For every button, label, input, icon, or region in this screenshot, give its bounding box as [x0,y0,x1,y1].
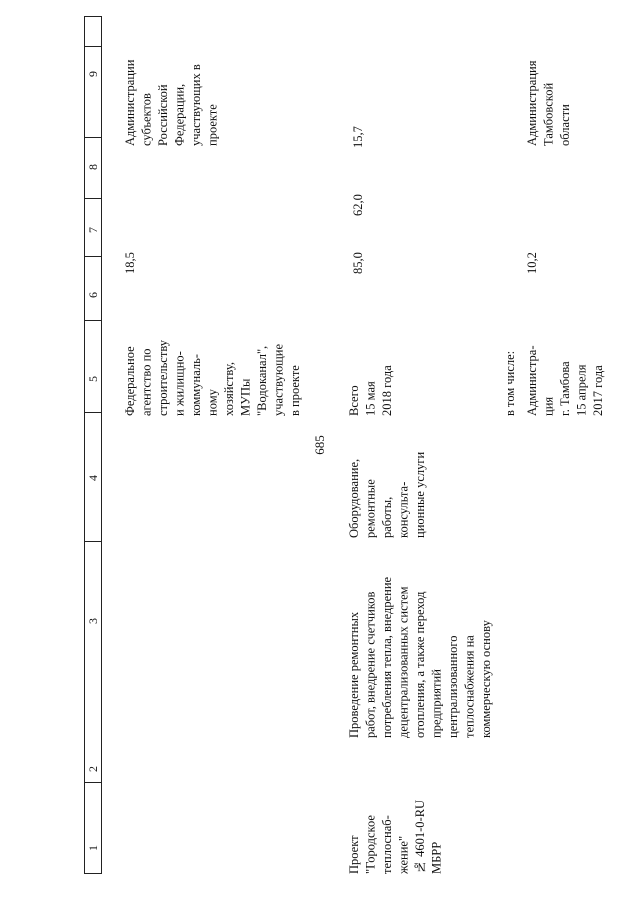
col7-total-value: 62,0 [351,194,365,216]
col8-total-value: 15,7 [351,126,365,148]
column-number-7: 7 [86,227,100,233]
participants-local: Администрация Тамбовской области [525,60,572,146]
project-description: Проведение ремонтных работ, внедрение счетчиков потребления тепла, внедрение децентрализованных систем отопления, а также переход предприятий централизованного теплоснабжения на коммерческую основу [347,576,493,738]
column-divider [84,412,102,413]
column-number-2: 2 [86,766,100,772]
executor-local: Администра- ция г. Тамбова 15 апреля 2017 года [525,345,605,416]
project-name: Проект "Городское теплоснаб- жение" № 4601-0-RU МБРР [347,799,444,874]
column-divider [84,541,102,542]
column-divider [84,198,102,199]
column-number-3: 3 [86,618,100,624]
column-number-1: 1 [86,845,100,851]
col6-total-value: 85,0 [351,252,365,274]
procurement-type: Оборудование, ремонтные работы, консульта- ционные услуги [347,451,427,538]
executor-federal: Федеральное агентство по строительству и жилищно- коммуналь- ному хозяйству, МУПы "Водоканал", участвующие в проекте [123,339,302,416]
column-number-6: 6 [86,292,100,298]
col6-federal-value: 18,5 [123,252,137,274]
column-divider [84,320,102,321]
column-number-8: 8 [86,164,100,170]
page-number: 685 [312,435,327,455]
column-divider [84,46,102,47]
column-number-4: 4 [86,475,100,481]
table-header-band [84,16,102,874]
column-number-5: 5 [86,376,100,382]
column-divider [84,256,102,257]
column-number-9: 9 [86,71,100,77]
column-divider [84,137,102,138]
col6-local-value: 10,2 [525,252,539,274]
including-label: в том числе: [503,350,517,416]
participants-regions: Администрации субъектов Российской Федерации, участвующих в проекте [123,59,220,146]
total-period: Всего 15 мая 2018 года [347,365,394,416]
column-divider [84,782,102,783]
